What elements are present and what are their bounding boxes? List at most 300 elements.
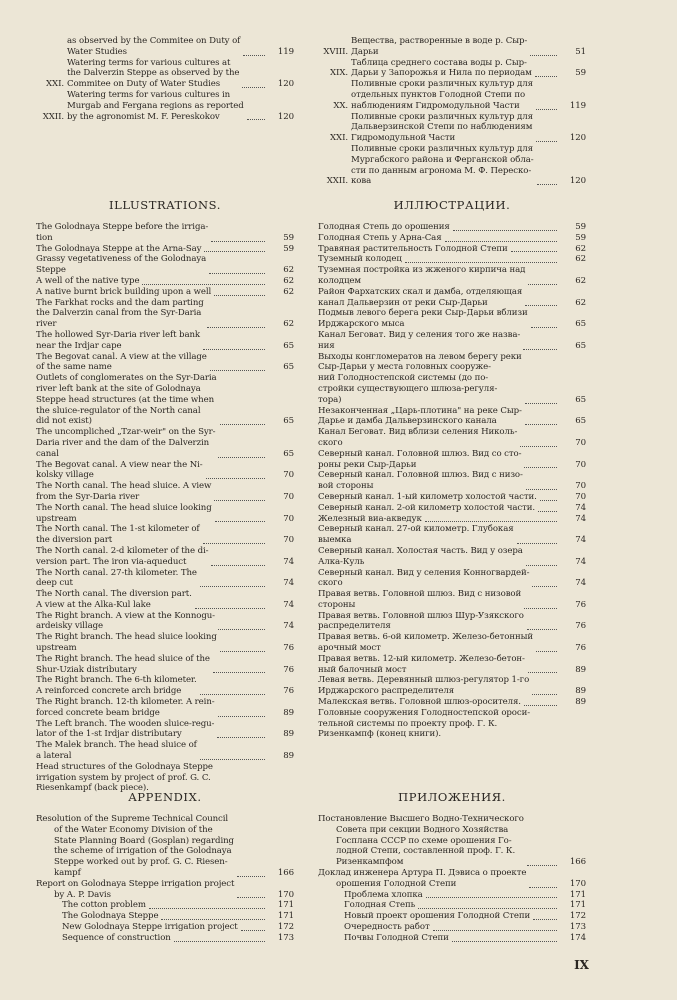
entry-page: 120 xyxy=(277,111,294,122)
illustration-entry xyxy=(318,233,586,244)
leader-dots xyxy=(524,467,557,468)
leader-dots xyxy=(142,284,265,285)
entry-page: 62 xyxy=(283,286,294,297)
leader-dots xyxy=(149,908,265,909)
entry-page: 70 xyxy=(283,513,294,524)
entry-page: 120 xyxy=(569,133,586,144)
entry-page: 65 xyxy=(575,319,586,330)
entry-page: 76 xyxy=(283,643,294,654)
entry-title: The Right branch. The 6-th kilometer. A reinforced concrete arch bridge xyxy=(36,675,197,697)
entry-page: 62 xyxy=(283,275,294,286)
leader-dots xyxy=(237,897,265,898)
leader-dots xyxy=(433,930,557,931)
leader-dots xyxy=(204,251,265,252)
entry-title: Вещества, растворенные в воде р. Сыр- Дарьи xyxy=(351,36,528,57)
illustration-entry xyxy=(318,697,586,708)
entry-page: 89 xyxy=(575,686,586,697)
entry-page: 76 xyxy=(575,621,586,632)
entry-title: The Golodnaya Steppe before the irriga- tion xyxy=(36,222,209,243)
entry-title: Доклад инженера Артура П. Дэвиса о проекте орошения Голодной Степи xyxy=(318,867,527,889)
entry-title: The cotton problem xyxy=(62,900,146,911)
leader-dots xyxy=(529,887,557,888)
entry-page: 65 xyxy=(575,416,586,427)
entry-title: The Golodnaya Steppe xyxy=(62,911,159,922)
entry-page: 89 xyxy=(283,751,294,762)
leader-dots xyxy=(536,109,557,110)
leader-dots xyxy=(523,349,557,350)
illustrations-heading-ru: ИЛЛЮСТРАЦИИ. xyxy=(393,198,511,212)
illustration-entry xyxy=(36,222,294,244)
leader-dots xyxy=(200,759,265,760)
entry-page: 172 xyxy=(277,921,294,932)
entry-title: Поливные сроки различных культур для Дальверзинской Степи по наблюдениям Гидромодульной Части xyxy=(351,111,533,144)
entry-title: The Malek branch. The head sluice of a lateral xyxy=(36,740,197,762)
entry-number: XVIII. xyxy=(323,46,348,57)
leader-dots xyxy=(174,941,265,942)
leader-dots xyxy=(524,705,557,706)
illustration-entry xyxy=(318,611,586,633)
leader-dots xyxy=(241,930,265,931)
entry-title: Северный канал. Вид у селения Конногвардей- ского xyxy=(318,567,530,589)
entry-title: The Golodnaya Steppe at the Arna-Say xyxy=(36,243,202,254)
illustrations-list-en xyxy=(36,222,294,794)
entry-title: Почвы Голодной Степи xyxy=(344,932,449,943)
contents-entry xyxy=(318,58,586,80)
leader-dots xyxy=(520,446,557,447)
leader-dots xyxy=(237,876,265,877)
illustration-entry xyxy=(318,254,586,265)
entry-title: Watering terms for various cultures at the Dalverzin Steppe as observed by the Commitee on Duty of Water Studies xyxy=(67,57,240,90)
entry-page: 70 xyxy=(283,491,294,502)
appendix-entry xyxy=(36,900,294,911)
illustration-entry xyxy=(36,654,294,676)
entry-page: 174 xyxy=(569,932,586,943)
entry-title: Северный канал. Холостая часть. Вид у озера Алка-Куль xyxy=(318,545,523,567)
illustration-entry xyxy=(318,449,586,471)
entry-title: Канал Беговат. Вид у селения того же назва- ния xyxy=(318,329,521,351)
leader-dots xyxy=(525,424,557,425)
entry-title: The Right branch. The head sluice of the Shur-Uziak distributary xyxy=(36,653,210,675)
entry-title: Туземный колодец xyxy=(318,254,402,265)
leader-dots xyxy=(203,349,265,350)
leader-dots xyxy=(218,716,265,717)
entry-title: The Farkhat rocks and the dam parting the Dalverzin canal from the Syr-Daria river xyxy=(36,297,204,330)
leader-dots xyxy=(203,543,265,544)
entry-page: 70 xyxy=(575,481,586,492)
appendix-entry xyxy=(36,922,294,933)
entry-page: 170 xyxy=(277,889,294,900)
entry-title: Правая ветвь. Головной шлюз Шур-Узякского распределителя xyxy=(318,610,524,632)
illustrations-heading-en: ILLUSTRATIONS. xyxy=(109,198,221,212)
leader-dots xyxy=(452,941,557,942)
entry-page: 74 xyxy=(575,502,586,513)
entry-title: Head structures of the Golodnaya Steppe irrigation system by project of prof. G. C. Riesenkampf (back piece). xyxy=(36,761,213,794)
entry-title: The North canal. The head sluice looking upstream xyxy=(36,502,212,524)
leader-dots xyxy=(217,737,265,738)
leader-dots xyxy=(211,241,265,242)
entry-title: Новый проект орошения Голодной Степи xyxy=(344,911,531,922)
appendix-heading-en: APPENDIX. xyxy=(128,790,202,804)
leader-dots xyxy=(242,87,265,88)
leader-dots xyxy=(243,55,265,56)
contents-entry xyxy=(318,144,586,187)
illustration-entry xyxy=(36,697,294,719)
leader-dots xyxy=(453,230,557,231)
entry-page: 170 xyxy=(569,878,586,889)
entry-title: Sequence of construction xyxy=(62,932,171,943)
illustration-entry xyxy=(318,589,586,611)
entry-page: 120 xyxy=(569,176,586,187)
leader-dots xyxy=(538,511,557,512)
illustration-entry xyxy=(318,503,586,514)
illustration-entry xyxy=(36,427,294,459)
entry-title: The uncompliched „Tzar-weir" on the Syr- Daria river and the dam of the Dalverzin canal xyxy=(36,427,216,459)
entry-page: 171 xyxy=(277,911,294,922)
entry-title: Незаконченная „Царь-плотина" на реке Сыр- Дарье и дамба Дальверзинского канала xyxy=(318,405,522,427)
entry-title: Проблема хлопка xyxy=(344,889,423,900)
illustration-entry xyxy=(318,265,586,287)
appendix-entry xyxy=(318,933,586,944)
entry-page: 74 xyxy=(283,599,294,610)
illustration-entry xyxy=(36,740,294,762)
leader-dots xyxy=(220,651,265,652)
entry-page: 171 xyxy=(277,900,294,911)
illustration-entry xyxy=(36,503,294,525)
entry-page: 70 xyxy=(575,437,586,448)
entry-page: 166 xyxy=(569,857,586,868)
entry-title: Report on Golodnaya Steppe irrigation project by A. P. Davis xyxy=(36,878,235,900)
entry-page: 74 xyxy=(575,556,586,567)
entry-title: Поливные сроки различных культур для отдельных пунктов Голодной Степи по наблюдениям Гидромодульной Части xyxy=(351,79,533,111)
entry-title: Подмыв левого берега реки Сыр-Дарьи вблизи Ирджарского мыса xyxy=(318,308,528,330)
leader-dots xyxy=(527,629,557,630)
leader-dots xyxy=(418,908,557,909)
entry-page: 59 xyxy=(575,68,586,79)
illustration-entry xyxy=(36,632,294,654)
entry-title: Северный канал. 2-ой километр холостой части. xyxy=(318,502,536,513)
entry-title: The North canal. The 1-st kilometer of the diversion part xyxy=(36,524,200,546)
illustration-entry xyxy=(36,568,294,590)
entry-page: 70 xyxy=(283,535,294,546)
leader-dots xyxy=(425,521,557,522)
entry-page: 62 xyxy=(283,319,294,330)
entry-page: 59 xyxy=(575,232,586,243)
entry-title: Северный канал. Головной шлюз. Вид с низо- вой стороны xyxy=(318,470,523,492)
leader-dots xyxy=(532,586,557,587)
illustration-entry xyxy=(36,589,294,611)
entry-page: 89 xyxy=(283,729,294,740)
entry-page: 74 xyxy=(283,621,294,632)
leader-dots xyxy=(210,370,265,371)
entry-title: as observed by the Commitee on Duty of Water Studies xyxy=(67,36,241,57)
illustration-entry xyxy=(318,492,586,503)
illustration-entry xyxy=(318,287,586,309)
illustration-entry xyxy=(36,373,294,427)
illustration-entry xyxy=(318,675,586,697)
illustration-entry xyxy=(318,308,586,330)
entry-page: 74 xyxy=(283,578,294,589)
page-number: IX xyxy=(574,958,589,972)
entry-page: 51 xyxy=(575,46,586,57)
leader-dots xyxy=(215,521,265,522)
illustration-entry xyxy=(318,352,586,406)
entry-page: 62 xyxy=(575,254,586,265)
illustration-entry xyxy=(318,514,586,525)
entry-page: 171 xyxy=(569,900,586,911)
leader-dots xyxy=(218,629,265,630)
leader-dots xyxy=(536,141,557,142)
entry-title: Правая ветвь. 12-ый километр. Железо-бетон- ный балочный мост xyxy=(318,653,525,675)
entry-title: A native burnt brick building upon a well xyxy=(36,286,212,297)
leader-dots xyxy=(195,608,265,609)
entry-title: Малекская ветвь. Головной шлюз-оросителя. xyxy=(318,697,521,708)
entry-page: 172 xyxy=(569,911,586,922)
entry-title: Правая ветвь. Головной шлюз. Вид с низовой стороны xyxy=(318,589,522,610)
entry-title: The Right branch. 12-th kilometer. A rein- forced concrete beam bridge xyxy=(36,697,215,718)
illustration-entry xyxy=(36,546,294,568)
appendix-list-ru xyxy=(318,814,586,944)
appendix-entry xyxy=(36,933,294,944)
entry-number: XXI. xyxy=(46,79,64,90)
entry-title: The Begovat canal. A view near the Ni- kolsky village xyxy=(36,459,203,481)
illustration-entry xyxy=(318,244,586,255)
leader-dots xyxy=(247,119,265,120)
leader-dots xyxy=(218,457,265,458)
entry-page: 76 xyxy=(575,599,586,610)
entry-title: Постановление Высшего Водно-Технического Совета при секции Водного Хозяйства Госплана СССР по схеме орошения Го- лодной Степи, составленной проф. Г. К. Ризенкампфом xyxy=(318,814,524,868)
leader-dots xyxy=(527,865,557,866)
leader-dots xyxy=(405,262,557,263)
entry-page: 89 xyxy=(575,664,586,675)
leader-dots xyxy=(528,672,557,673)
illustration-entry xyxy=(318,632,586,654)
entry-number: XXII. xyxy=(326,176,348,187)
entry-page: 76 xyxy=(283,664,294,675)
entry-page: 74 xyxy=(575,535,586,546)
leader-dots xyxy=(528,284,557,285)
illustration-entry xyxy=(318,708,586,740)
illustration-entry xyxy=(36,244,294,255)
appendix-entry xyxy=(318,868,586,890)
entry-title: Resolution of the Supreme Technical Council of the Water Economy Division of the State Planning Board (Gosplan) regarding the scheme of irrigation of the Golodnaya Steppe worked out by prof. G. C. Riesen- kampf xyxy=(36,814,234,878)
entry-title: Северный канал. Головной шлюз. Вид со сто- роны реки Сыр-Дарьи xyxy=(318,448,522,470)
entry-title: Поливные сроки различных культур для Мургабского района и Ферганской обла- сти по данным агронома М. Ф. Переско- кова xyxy=(351,143,534,187)
leader-dots xyxy=(526,565,557,566)
illustration-entry xyxy=(36,719,294,741)
leader-dots xyxy=(206,478,265,479)
entry-title: Левая ветвь. Деревянный шлюз-регулятор 1-го Ирджарского распределителя xyxy=(318,675,530,697)
contents-entry xyxy=(36,90,294,122)
illustrations-list-ru xyxy=(318,222,586,740)
illustration-entry xyxy=(36,460,294,482)
entry-page: 173 xyxy=(569,921,586,932)
entry-title: The North canal. The diversion part. A view at the Alka-Kul lake xyxy=(36,589,192,610)
leader-dots xyxy=(540,500,557,501)
entry-page: 89 xyxy=(575,697,586,708)
entry-page: 70 xyxy=(575,459,586,470)
entry-title: The hollowed Syr-Daria river left bank near the Irdjar cape xyxy=(36,329,201,351)
entry-page: 89 xyxy=(283,707,294,718)
entry-page: 65 xyxy=(575,340,586,351)
entry-page: 119 xyxy=(277,46,294,57)
appendix-entry xyxy=(318,890,586,901)
illustration-entry xyxy=(318,222,586,233)
illustration-entry xyxy=(318,427,586,449)
illustration-entry xyxy=(318,546,586,568)
contents-entry xyxy=(318,79,586,111)
leader-dots xyxy=(532,694,557,695)
entry-title: Туземная постройка из жженого кирпича над колодцем xyxy=(318,265,526,286)
entry-title: Таблица среднего состава воды р. Сыр- Дарьи у Запорожья и Нила по периодам xyxy=(351,57,532,79)
contents-entry xyxy=(318,36,586,58)
illustration-entry xyxy=(318,568,586,590)
leader-dots xyxy=(531,327,557,328)
illustration-entry xyxy=(36,524,294,546)
entry-page: 62 xyxy=(575,275,586,286)
entry-title: Головные сооружения Голодностепской ороси- тельной системы по проекту проф. Г. К. Ризенкампф (конец книги). xyxy=(318,707,531,740)
illustration-entry xyxy=(318,330,586,352)
illustration-entry xyxy=(318,470,586,492)
leader-dots xyxy=(536,651,557,652)
contents-top-right xyxy=(318,36,586,187)
entry-page: 62 xyxy=(575,297,586,308)
appendix-list-en xyxy=(36,814,294,944)
appendix-entry xyxy=(318,814,586,868)
entry-page: 70 xyxy=(283,470,294,481)
entry-number: XX. xyxy=(333,100,348,111)
entry-title: The Left branch. The wooden sluice-regu- lator of the 1-st Irdjar distributary xyxy=(36,718,215,740)
contents-entry xyxy=(318,112,586,144)
entry-title: The North canal. The head sluice. A view from the Syr-Daria river xyxy=(36,481,212,502)
appendix-heading-ru: ПРИЛОЖЕНИЯ. xyxy=(398,790,506,804)
leader-dots xyxy=(200,586,265,587)
leader-dots xyxy=(214,295,265,296)
entry-title: The Right branch. A view at the Konnogu- ardeisky village xyxy=(36,610,215,632)
entry-page: 173 xyxy=(277,932,294,943)
entry-title: Северный канал. 1-ый километр холостой части. xyxy=(318,491,537,502)
illustration-entry xyxy=(36,352,294,374)
leader-dots xyxy=(209,273,265,274)
leader-dots xyxy=(200,694,265,695)
entry-page: 76 xyxy=(575,643,586,654)
leader-dots xyxy=(525,403,557,404)
leader-dots xyxy=(426,897,557,898)
entry-page: 76 xyxy=(283,686,294,697)
illustration-entry xyxy=(318,524,586,546)
entry-title: Grassy vegetativeness of the Golodnaya Steppe xyxy=(36,254,207,276)
illustration-entry xyxy=(36,254,294,276)
entry-number: XXII. xyxy=(42,111,64,122)
entry-title: Голодная Степь у Арна-Сая xyxy=(318,232,442,243)
entry-title: Правая ветвь. 6-ой километр. Железо-бетонный арочный мост xyxy=(318,632,533,654)
entry-title: The North canal. 27-th kilometer. The deep cut xyxy=(36,567,197,589)
illustration-entry xyxy=(36,330,294,352)
entry-title: Голодная Степь xyxy=(344,900,416,911)
leader-dots xyxy=(533,919,557,920)
leader-dots xyxy=(537,184,557,185)
entry-title: Травяная растительность Голодной Степи xyxy=(318,243,508,254)
leader-dots xyxy=(511,251,557,252)
leader-dots xyxy=(526,489,557,490)
entry-page: 74 xyxy=(575,578,586,589)
entry-title: Железный виа-акведук xyxy=(318,513,422,524)
entry-number: XIX. xyxy=(330,68,348,79)
entry-title: A well of the native type xyxy=(36,275,140,286)
contents-entry xyxy=(36,58,294,90)
entry-page: 120 xyxy=(277,79,294,90)
illustration-entry xyxy=(36,276,294,287)
entry-title: New Golodnaya Steppe irrigation project xyxy=(62,921,238,932)
appendix-entry xyxy=(36,879,294,901)
appendix-entry xyxy=(36,814,294,879)
leader-dots xyxy=(517,543,557,544)
entry-title: Район Фархатских скал и дамба, отделяющая канал Дальверзин от реки Сыр-Дарьи xyxy=(318,286,523,308)
leader-dots xyxy=(213,672,265,673)
leader-dots xyxy=(535,76,557,77)
leader-dots xyxy=(214,500,265,501)
leader-dots xyxy=(445,241,557,242)
entry-page: 166 xyxy=(277,867,294,878)
entry-page: 65 xyxy=(283,340,294,351)
entry-page: 171 xyxy=(569,889,586,900)
entry-title: The Begovat canal. A view at the village of the same name xyxy=(36,351,207,373)
entry-title: Голодная Степь до орошения xyxy=(318,222,450,232)
entry-page: 65 xyxy=(575,394,586,405)
entry-title: The North canal. 2-d kilometer of the di- version part. The iron via-aqueduct xyxy=(36,545,209,567)
leader-dots xyxy=(207,327,265,328)
entry-title: Северный канал. 27-ой километр. Глубокая выемка xyxy=(318,524,514,546)
entry-title: The Right branch. The head sluice looking upstream xyxy=(36,632,217,654)
appendix-entry xyxy=(36,911,294,922)
contents-top-left xyxy=(36,36,294,122)
entry-page: 59 xyxy=(283,243,294,254)
leader-dots xyxy=(530,55,557,56)
leader-dots xyxy=(161,919,265,920)
illustration-entry xyxy=(36,481,294,503)
illustration-entry xyxy=(318,406,586,428)
entry-title: Outlets of conglomerates on the Syr-Daria river left bank at the site of Golodnaya Steppe head structures (at the time when the sluice-regulator of the North canal did not exist) xyxy=(36,373,217,427)
entry-page: 70 xyxy=(575,491,586,502)
entry-title: Очередность работ xyxy=(344,921,430,932)
entry-page: 59 xyxy=(575,222,586,232)
leader-dots xyxy=(211,565,265,566)
illustration-entry xyxy=(36,611,294,633)
entry-page: 62 xyxy=(283,265,294,276)
contents-entry xyxy=(36,36,294,58)
entry-number: XXI. xyxy=(330,133,348,144)
entry-page: 62 xyxy=(575,243,586,254)
appendix-entry xyxy=(318,922,586,933)
entry-title: Выходы конгломератов на левом берегу реки Сыр-Дарьи у места головных сооруже- ний Голодностепской системы (до по- стройки существующего шлюза-регуля- тора) xyxy=(318,351,522,405)
entry-page: 74 xyxy=(283,556,294,567)
illustration-entry xyxy=(36,675,294,697)
entry-page: 65 xyxy=(283,416,294,427)
entry-page: 65 xyxy=(283,448,294,459)
appendix-entry xyxy=(318,900,586,911)
entry-page: 59 xyxy=(283,232,294,243)
illustration-entry xyxy=(36,287,294,298)
leader-dots xyxy=(220,424,265,425)
illustration-entry xyxy=(318,654,586,676)
leader-dots xyxy=(524,608,557,609)
leader-dots xyxy=(525,305,557,306)
entry-title: Канал Беговат. Вид вблизи селения Николь- ского xyxy=(318,427,518,448)
illustration-entry xyxy=(36,298,294,330)
entry-page: 119 xyxy=(569,100,586,111)
appendix-entry xyxy=(318,911,586,922)
entry-page: 65 xyxy=(283,362,294,373)
entry-title: Watering terms for various cultures in Murgab and Fergana regions as reported by the agronomist M. F. Pereskokov xyxy=(67,89,244,122)
